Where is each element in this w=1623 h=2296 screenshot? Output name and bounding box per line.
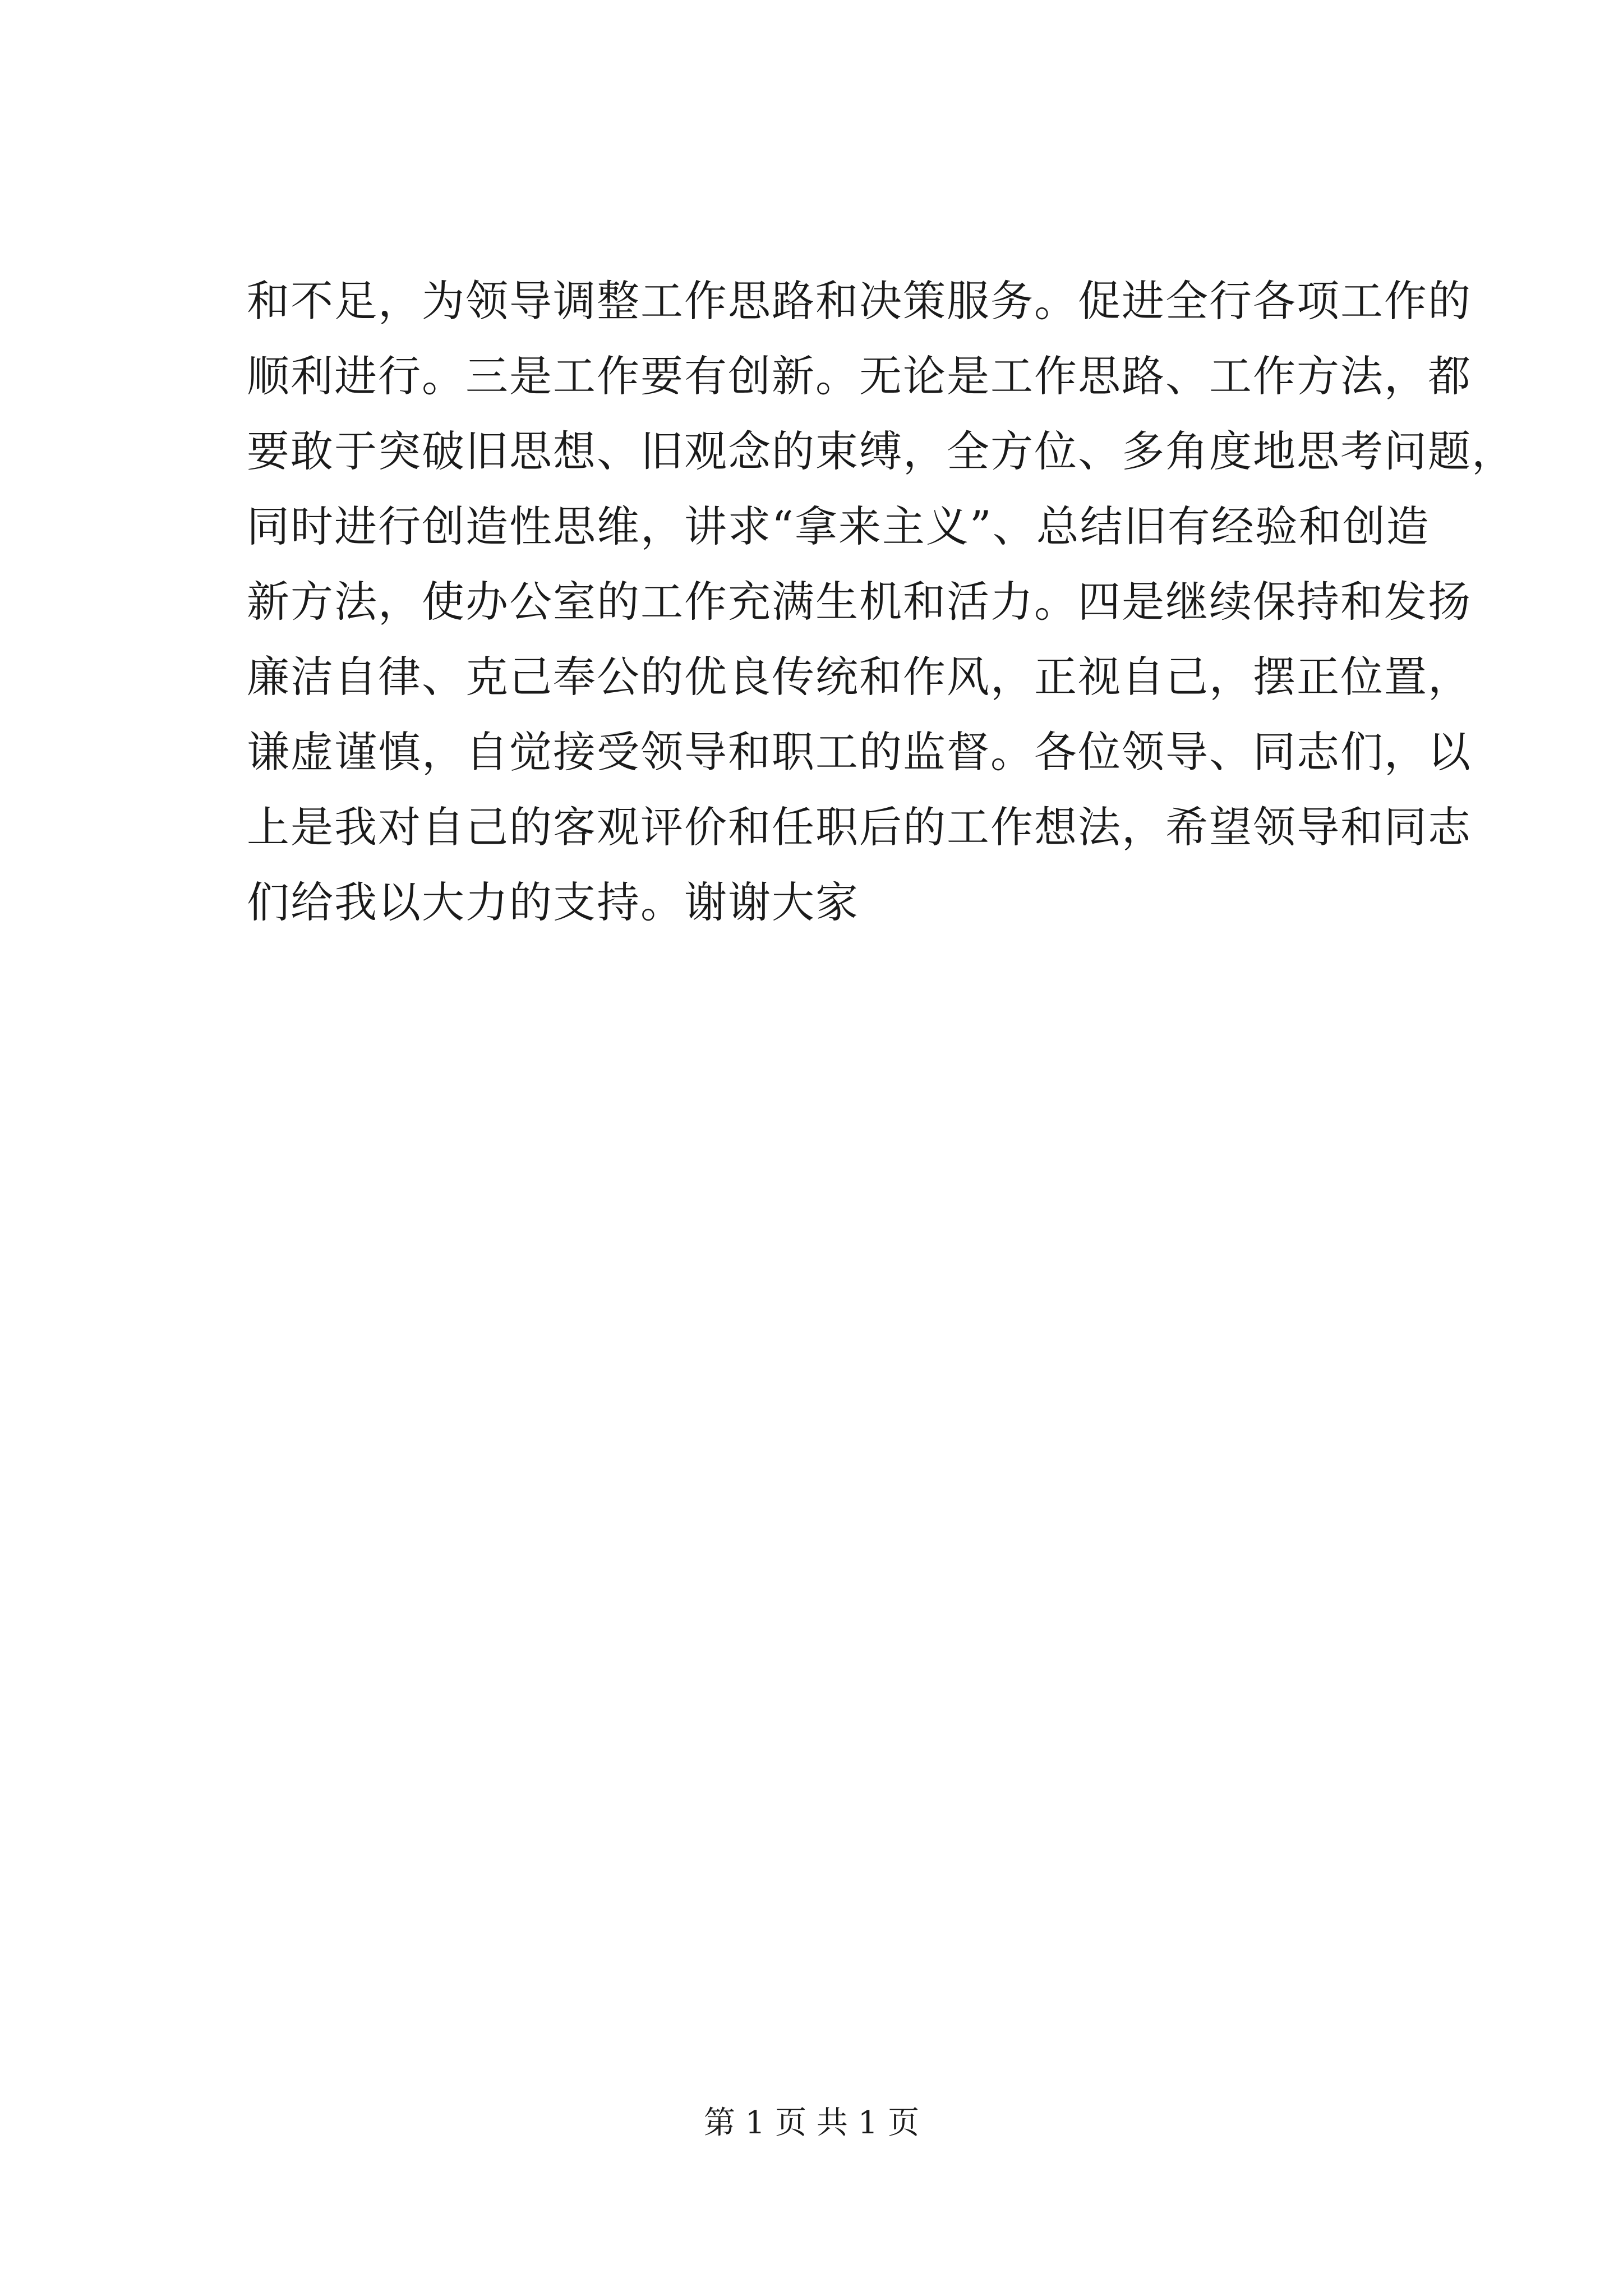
text-line: 廉洁自律、克己奉公的优良传统和作风，正视自己，摆正位置， xyxy=(247,652,1472,702)
text-line: 和不足，为领导调整工作思路和决策服务。促进全行各项工作的 xyxy=(247,276,1472,326)
text-line: 同时进行创造性思维，讲求“拿来主义”、总结旧有经验和创造 xyxy=(247,501,1430,551)
body-text xyxy=(247,264,1515,940)
text-line: 们给我以大力的支持。谢谢大家 xyxy=(247,877,859,927)
text-line: 要敢于突破旧思想、旧观念的束缚，全方位、多角度地思考问题， xyxy=(247,426,1515,476)
page-footer: 第 1 页 共 1 页 xyxy=(703,2105,920,2141)
text-line: 谦虚谨慎，自觉接受领导和职工的监督。各位领导、同志们，以 xyxy=(247,727,1472,777)
text-line: 新方法，使办公室的工作充满生机和活力。四是继续保持和发扬 xyxy=(247,577,1472,627)
text-line: 上是我对自己的客观评价和任职后的工作想法，希望领导和同志 xyxy=(247,802,1472,852)
text-line: 顺利进行。三是工作要有创新。无论是工作思路、工作方法，都 xyxy=(247,351,1472,401)
